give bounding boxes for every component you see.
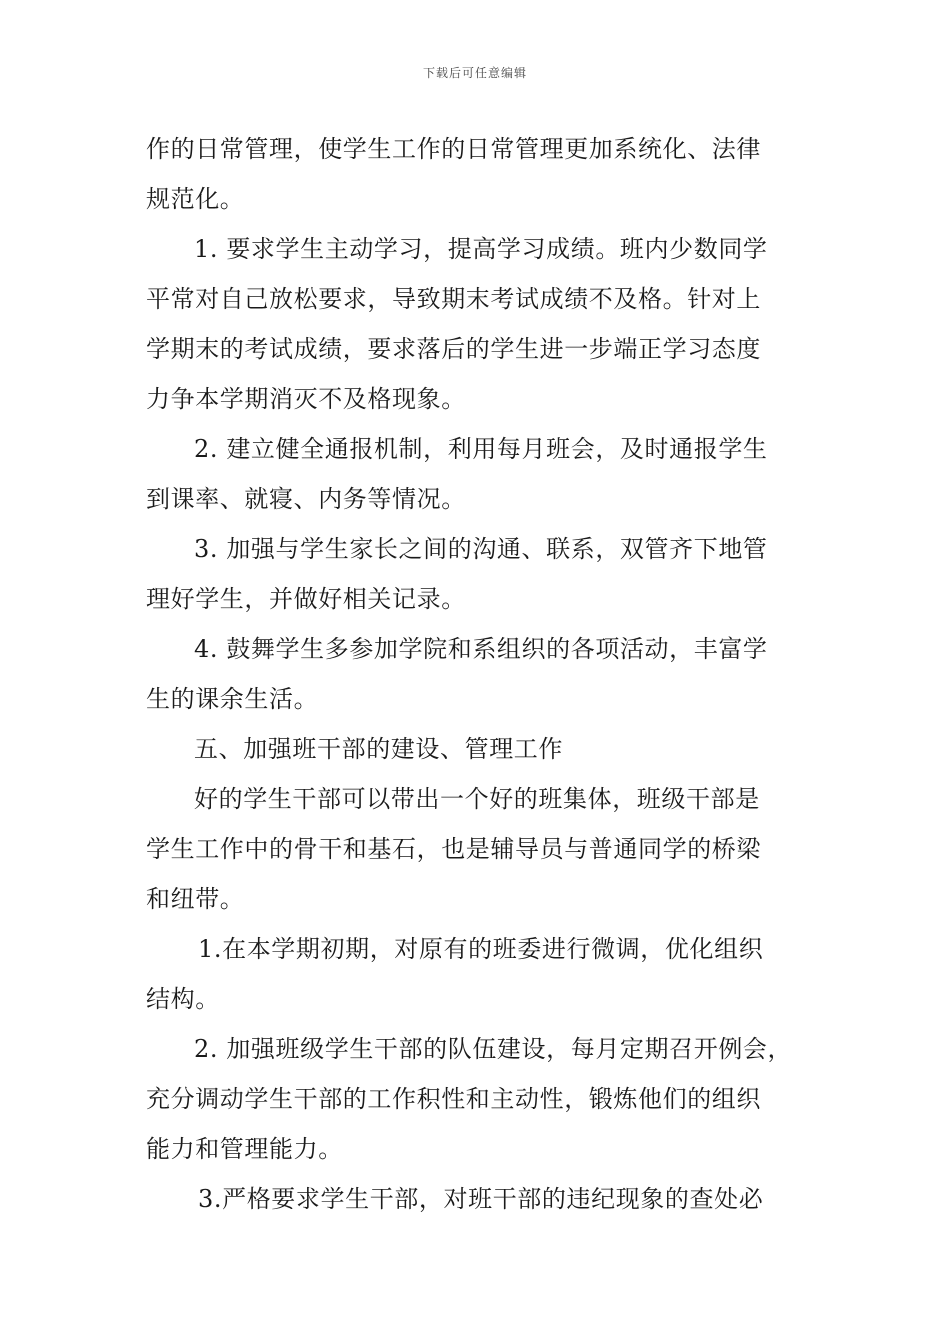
list-item-2: 2. 建立健全通报机制，利用每月班会，及时通报学生 bbox=[194, 435, 768, 463]
text-line: 到课率、就寝、内务等情况。 bbox=[146, 485, 466, 513]
text-line: 生的课余生活。 bbox=[146, 685, 319, 713]
list-item-3b: 3.严格要求学生干部，对班干部的违纪现象的查处必 bbox=[198, 1185, 764, 1213]
list-item-1: 1. 要求学生主动学习，提高学习成绩。班内少数同学 bbox=[194, 235, 768, 263]
text-line: 和纽带。 bbox=[146, 885, 245, 913]
text-line: 平常对自己放松要求，导致期末考试成绩不及格。针对上 bbox=[146, 285, 761, 313]
text-line: 充分调动学生干部的工作积性和主动性，锻炼他们的组织 bbox=[146, 1085, 761, 1113]
text-line: 学期末的考试成绩，要求落后的学生进一步端正学习态度 bbox=[146, 335, 761, 363]
text-line: 理好学生，并做好相关记录。 bbox=[146, 585, 466, 613]
list-item-1b: 1.在本学期初期，对原有的班委进行微调，优化组织 bbox=[198, 935, 764, 963]
list-item-4: 4. 鼓舞学生多参加学院和系组织的各项活动，丰富学 bbox=[194, 635, 768, 663]
section-heading: 五、加强班干部的建设、管理工作 bbox=[194, 735, 563, 763]
text-line: 结构。 bbox=[146, 985, 220, 1013]
text-line: 规范化。 bbox=[146, 185, 245, 213]
text-line: 力争本学期消灭不及格现象。 bbox=[146, 385, 466, 413]
list-item-2b: 2. 加强班级学生干部的队伍建设，每月定期召开例会， bbox=[194, 1035, 793, 1063]
text-line: 学生工作中的骨干和基石，也是辅导员与普通同学的桥梁 bbox=[146, 835, 761, 863]
text-line: 能力和管理能力。 bbox=[146, 1135, 343, 1163]
document-body bbox=[146, 124, 808, 1224]
text-line: 作的日常管理，使学生工作的日常管理更加系统化、法律 bbox=[146, 135, 761, 163]
list-item-3: 3. 加强与学生家长之间的沟通、联系，双管齐下地管 bbox=[194, 535, 768, 563]
paragraph-start: 好的学生干部可以带出一个好的班集体，班级干部是 bbox=[194, 785, 760, 813]
page-header-note: 下载后可任意编辑 bbox=[422, 66, 527, 80]
